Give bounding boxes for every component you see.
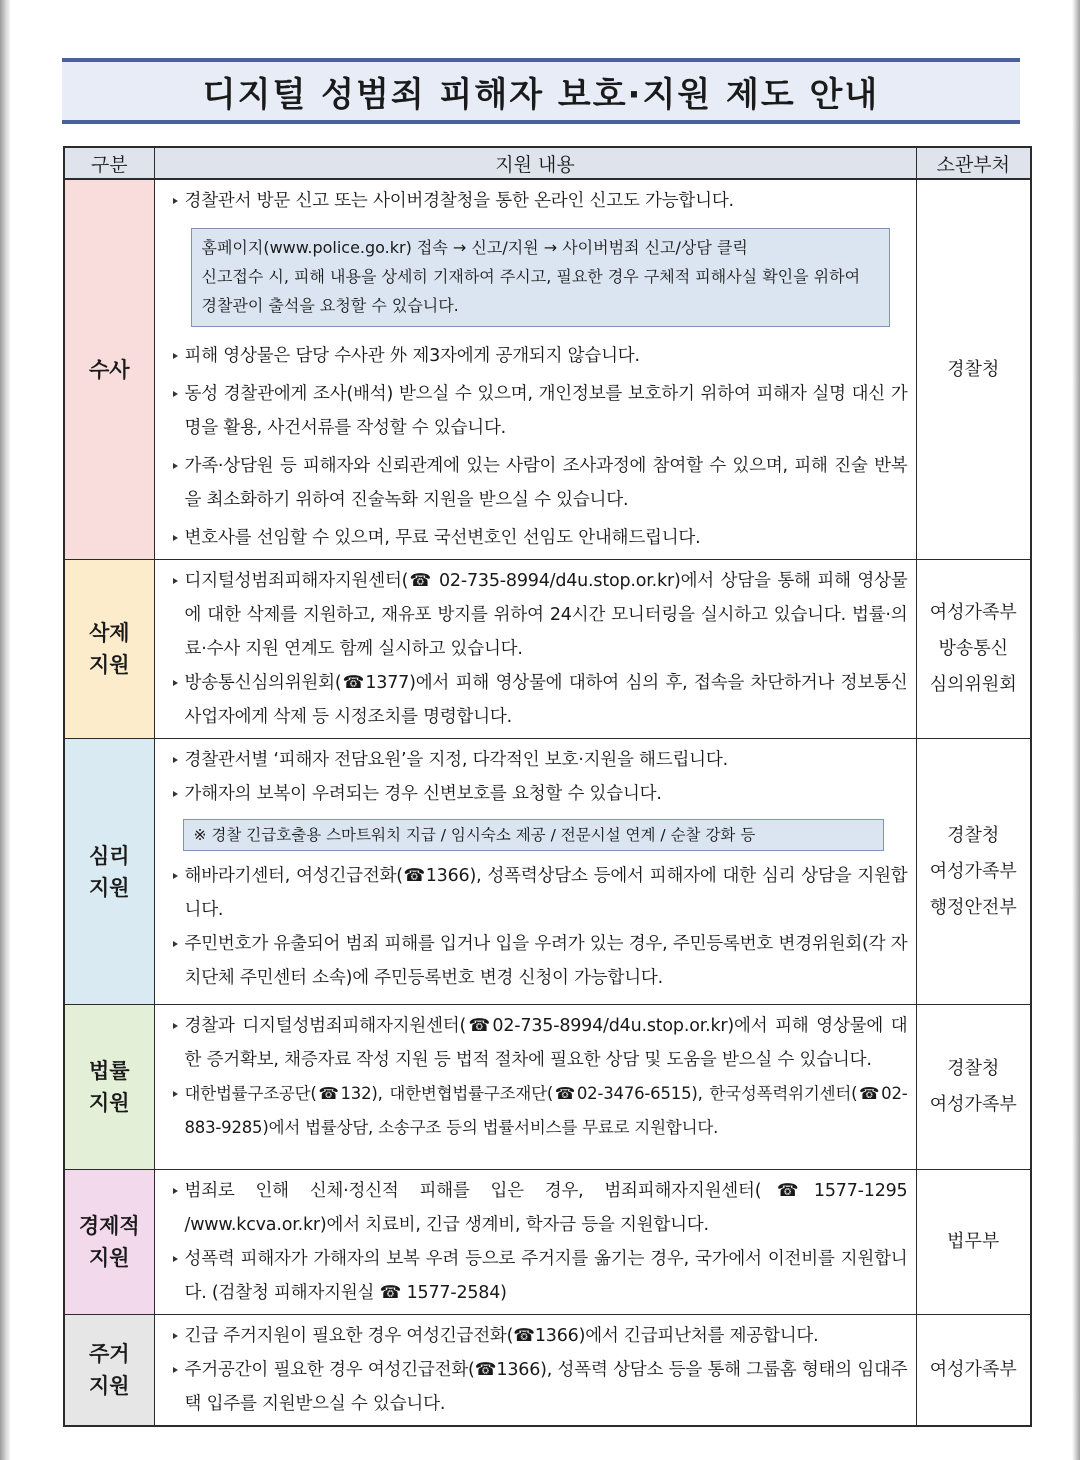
bullet-item: 경찰과 디지털성범죄피해자지원센터(☎02-735-8994/d4u.stop.or.kr)에서 피해 영상물에 대한 증거확보, 채증자료 작성 지원 등 법적 절차에 필요한 상담 및 도움을 받으실 수 있습니다.	[171, 1009, 908, 1077]
content-legal	[154, 1005, 916, 1170]
category-legal	[64, 1005, 154, 1170]
category-psychological	[64, 739, 154, 1005]
note-line: 홈페이지(www.police.go.kr) 접속 → 신고/지원 → 사이버범죄 신고/상담 클릭	[201, 238, 748, 257]
dept-label: 심의위원회	[929, 674, 1017, 695]
category-label: 지원	[88, 653, 130, 677]
page-title: 디지털 성범죄 피해자 보호·지원 제도 안내	[202, 74, 880, 115]
category-label: 경제적	[78, 1214, 140, 1238]
category-label: 수사	[88, 357, 130, 382]
table-row-deletion	[64, 560, 1031, 739]
bullet-item: 주민번호가 유출되어 범죄 피해를 입거나 입을 우려가 있는 경우, 주민등록번호 변경위원회(각 자치단체 주민센터 소속)에 주민등록번호 변경 신청이 가능합니다.	[171, 927, 908, 995]
dept-label: 행정안전부	[929, 896, 1017, 918]
page-edge-left	[0, 0, 10, 1460]
bullet-item: 긴급 주거지원이 필요한 경우 여성긴급전화(☎1366)에서 긴급피난처를 제공합니다.	[171, 1319, 908, 1353]
dept-label: 법무부	[947, 1231, 1000, 1252]
category-label: 지원	[88, 1374, 130, 1398]
category-label: 주거	[88, 1342, 130, 1366]
bullet-item: 변호사를 선임할 수 있으며, 무료 국선변호인 선임도 안내해드립니다.	[171, 521, 908, 555]
content-psychological	[154, 739, 916, 1005]
dept-label: 여성가족부	[929, 602, 1017, 623]
table-row-economic	[64, 1170, 1031, 1315]
note-line: 신고접수 시, 피해 내용을 상세히 기재하여 주시고, 필요한 경우 구체적 피해사실 확인을 위하여 경찰관이 출석을 요청할 수 있습니다.	[201, 267, 861, 315]
dept-label: 여성가족부	[929, 860, 1017, 882]
category-label: 지원	[88, 875, 130, 900]
table-row-legal	[64, 1005, 1031, 1170]
info-note-box: ※ 경찰 긴급호출용 스마트워치 지급 / 임시숙소 제공 / 전문시설 연계 / 순찰 강화 등	[183, 819, 884, 851]
content-investigation	[154, 179, 916, 560]
content-economic	[154, 1170, 916, 1315]
dept-housing	[916, 1315, 1031, 1427]
category-housing	[64, 1315, 154, 1427]
info-note-box	[191, 228, 890, 327]
bullet-item: 디지털성범죄피해자지원센터(☎ 02-735-8994/d4u.stop.or.kr)에서 상담을 통해 피해 영상물에 대한 삭제를 지원하고, 재유포 방지를 위하여 24시간 모니터링을 실시하고 있습니다. 법률·의료·수사 지원 연계도 함께 실시하고 있습니다.	[171, 564, 908, 666]
bullet-item: 성폭력 피해자가 가해자의 보복 우려 등으로 주거지를 옮기는 경우, 국가에서 이전비를 지원합니다. (검찰청 피해자지원실 ☎ 1577-2584)	[171, 1242, 908, 1310]
dept-investigation	[916, 179, 1031, 560]
category-deletion	[64, 560, 154, 739]
header-category: 구분	[64, 147, 154, 179]
dept-label: 방송통신	[938, 638, 1009, 659]
bullet-item: 범죄로 인해 신체·정신적 피해를 입은 경우, 범죄피해자지원센터(☎1577-1295 /www.kcva.or.kr)에서 치료비, 긴급 생계비, 학자금 등을 지원합니다.	[171, 1174, 908, 1242]
dept-label: 여성가족부	[929, 1359, 1017, 1380]
bullet-item: 동성 경찰관에게 조사(배석) 받으실 수 있으며, 개인정보를 보호하기 위하여 피해자 실명 대신 가명을 활용, 사건서류를 작성할 수 있습니다.	[171, 377, 908, 445]
bullet-item: 가족·상담원 등 피해자와 신뢰관계에 있는 사람이 조사과정에 참여할 수 있으며, 피해 진술 반복을 최소화하기 위하여 진술녹화 지원을 받으실 수 있습니다.	[171, 449, 908, 517]
bullet-item: 대한법률구조공단(☎132), 대한변협법률구조재단(☎02-3476-6515), 한국성폭력위기센터(☎02-883-9285)에서 법률상담, 소송구조 등의 법률서비스를 무료로 지원합니다.	[171, 1077, 908, 1145]
category-label: 삭제	[88, 621, 130, 645]
content-deletion	[154, 560, 916, 739]
category-economic	[64, 1170, 154, 1315]
dept-label: 경찰청	[947, 358, 1000, 380]
header-dept: 소관부처	[916, 147, 1031, 179]
table-row-psychological	[64, 739, 1031, 1005]
dept-label: 경찰청	[947, 824, 1000, 846]
dept-label: 여성가족부	[929, 1094, 1017, 1115]
bullet-item: 경찰관서별 ‘피해자 전담요원’을 지정, 다각적인 보호·지원을 해드립니다.	[171, 743, 908, 777]
dept-legal	[916, 1005, 1031, 1170]
bullet-item: 해바라기센터, 여성긴급전화(☎1366), 성폭력상담소 등에서 피해자에 대한 심리 상담을 지원합니다.	[171, 859, 908, 927]
content-housing	[154, 1315, 916, 1427]
dept-deletion	[916, 560, 1031, 739]
dept-economic	[916, 1170, 1031, 1315]
bullet-item: 가해자의 보복이 우려되는 경우 신변보호를 요청할 수 있습니다.	[171, 777, 908, 811]
table-row-housing	[64, 1315, 1031, 1427]
category-label: 심리	[88, 843, 130, 868]
header-content: 지원 내용	[154, 147, 916, 179]
table-header-row	[64, 147, 1031, 179]
bullet-item: 경찰관서 방문 신고 또는 사이버경찰청을 통한 온라인 신고도 가능합니다.	[171, 184, 908, 218]
dept-label: 경찰청	[947, 1058, 1000, 1079]
category-investigation	[64, 179, 154, 560]
title-banner	[62, 58, 1020, 124]
bullet-item: 피해 영상물은 담당 수사관 外 제3자에게 공개되지 않습니다.	[171, 339, 908, 373]
page-edge-right	[1072, 0, 1080, 1460]
bullet-item: 주거공간이 필요한 경우 여성긴급전화(☎1366), 성폭력 상담소 등을 통해 그룹홈 형태의 임대주택 입주를 지원받으실 수 있습니다.	[171, 1353, 908, 1421]
dept-psychological	[916, 739, 1031, 1005]
category-label: 법률	[88, 1059, 130, 1083]
support-table	[63, 146, 1032, 1427]
category-label: 지원	[88, 1246, 130, 1270]
category-label: 지원	[88, 1091, 130, 1115]
table-row-investigation	[64, 179, 1031, 560]
bullet-item: 방송통신심의위원회(☎1377)에서 피해 영상물에 대하여 심의 후, 접속을 차단하거나 정보통신사업자에게 삭제 등 시정조치를 명령합니다.	[171, 666, 908, 734]
